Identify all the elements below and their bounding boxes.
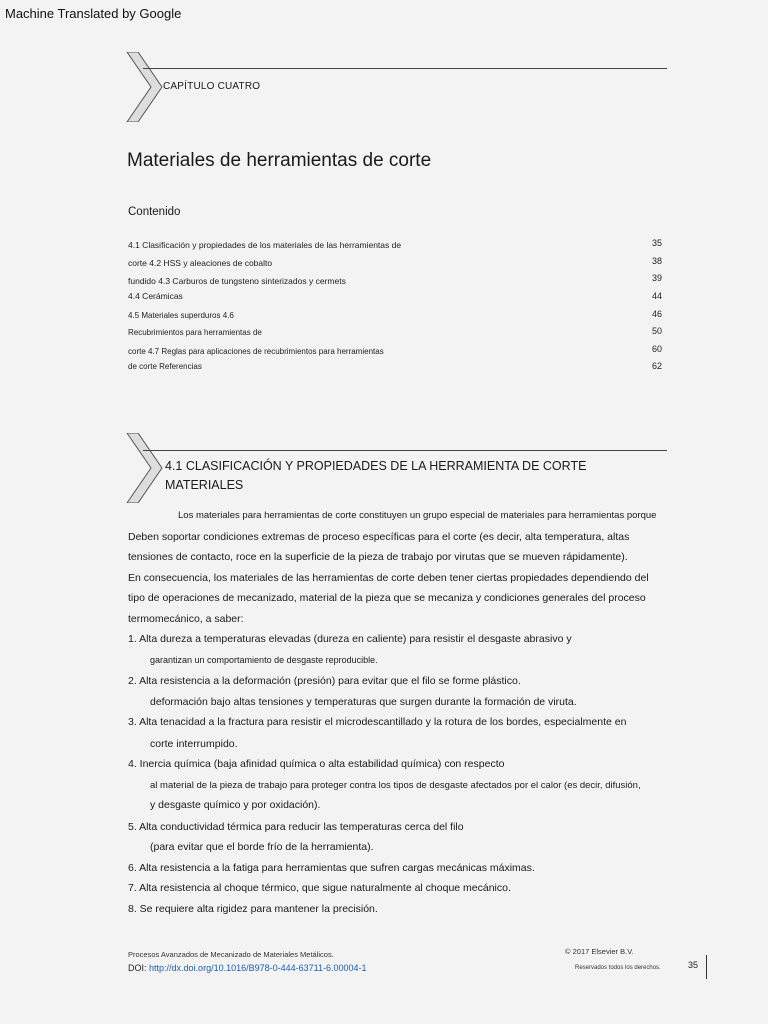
section-rule	[143, 450, 667, 451]
chapter-chevron-icon	[125, 52, 165, 122]
doi-link[interactable]: http://dx.doi.org/10.1016/B978-0-444-63711-6.00004-1	[149, 963, 367, 973]
toc-line: 4.1 Clasificación y propiedades de los materiales de las herramientas de	[128, 240, 402, 250]
doi-label: DOI:	[128, 963, 147, 973]
body-line: 3. Alta tenacidad a la fractura para resistir el microdescantillado y la rotura de los bordes, especialmente en	[128, 716, 627, 728]
toc-page: 50	[651, 326, 662, 336]
body-line: (para evitar que el borde frío de la herramienta).	[150, 841, 374, 853]
body-line: 5. Alta conductividad térmica para reducir las temperaturas cerca del filo	[128, 821, 464, 833]
body-line: 4. Inercia química (baja afinidad química o alta estabilidad química) con respecto	[128, 758, 505, 770]
toc-page: 46	[651, 309, 662, 319]
body-line: 6. Alta resistencia a la fatiga para herramientas que sufren cargas mecánicas máximas.	[128, 862, 535, 874]
toc-page: 60	[651, 344, 662, 354]
toc-line: 4.5 Materiales superduros 4.6	[128, 311, 234, 320]
body-line: deformación bajo altas tensiones y temperaturas que surgen durante la formación de viruta.	[150, 696, 577, 708]
footer-book-title: Procesos Avanzados de Mecanizado de Materiales Metálicos.	[128, 950, 334, 959]
body-line: tipo de operaciones de mecanizado, material de la pieza que se mecaniza y condiciones generales del proceso	[128, 592, 646, 604]
body-line: garantizan un comportamiento de desgaste reproducible.	[150, 655, 378, 665]
footer-doi	[128, 963, 367, 973]
section-heading-line2: MATERIALES	[165, 478, 244, 492]
section-chevron-icon	[125, 433, 165, 503]
section-heading-line1: 4.1 CLASIFICACIÓN Y PROPIEDADES DE LA HERRAMIENTA DE CORTE	[165, 459, 587, 473]
body-line: En consecuencia, los materiales de las herramientas de corte deben tener ciertas propiedades dependiendo del	[128, 572, 649, 584]
toc-page: 44	[651, 291, 662, 301]
toc-line: fundido 4.3 Carburos de tungsteno sinterizados y cermets	[128, 276, 346, 286]
page-number: 35	[688, 960, 699, 970]
machine-translated-banner: Machine Translated by Google	[5, 6, 182, 21]
chapter-title: Materiales de herramientas de corte	[127, 150, 432, 171]
toc-line: Recubrimientos para herramientas de	[128, 328, 262, 337]
toc-page: 62	[651, 361, 662, 371]
toc-line: de corte Referencias	[128, 362, 202, 371]
body-line: al material de la pieza de trabajo para proteger contra los tipos de desgaste afectados por el calor (es decir, difusión,	[150, 780, 641, 791]
contents-heading: Contenido	[128, 206, 181, 218]
body-line: y desgaste químico y por oxidación).	[150, 799, 321, 811]
body-line: 2. Alta resistencia a la deformación (presión) para evitar que el filo se forme plástico.	[128, 675, 521, 687]
toc-page: 39	[651, 273, 662, 283]
body-line: termomecánico, a saber:	[128, 613, 244, 625]
chapter-label: CAPÍTULO CUATRO	[163, 81, 261, 92]
toc-line: 4.4 Cerámicas	[128, 291, 183, 301]
body-line: 7. Alta resistencia al choque térmico, que sigue naturalmente al choque mecánico.	[128, 882, 511, 894]
body-line: tensiones de contacto, roce en la superficie de la pieza de trabajo por virutas que se mueven rápidamente).	[128, 551, 628, 563]
body-line: corte interrumpido.	[150, 738, 238, 750]
body-line: 8. Se requiere alta rigidez para mantener la precisión.	[128, 903, 378, 915]
footer-rights: Reservados todos los derechos.	[575, 965, 661, 971]
body-line: Deben soportar condiciones extremas de proceso específicas para el corte (es decir, alta temperatura, altas	[128, 531, 630, 543]
toc-page: 38	[651, 256, 662, 266]
chapter-rule	[143, 68, 667, 69]
toc-line: corte 4.7 Reglas para aplicaciones de recubrimientos para herramientas	[128, 347, 384, 356]
toc-page: 35	[651, 238, 662, 248]
toc-line: corte 4.2 HSS y aleaciones de cobalto	[128, 258, 273, 268]
footer-copyright: © 2017 Elsevier B.V.	[565, 947, 634, 956]
body-line: Los materiales para herramientas de corte constituyen un grupo especial de materiales para herramientas porque	[178, 510, 657, 521]
page-number-rule	[706, 955, 707, 979]
body-line: 1. Alta dureza a temperaturas elevadas (dureza en caliente) para resistir el desgaste abrasivo y	[128, 633, 572, 645]
